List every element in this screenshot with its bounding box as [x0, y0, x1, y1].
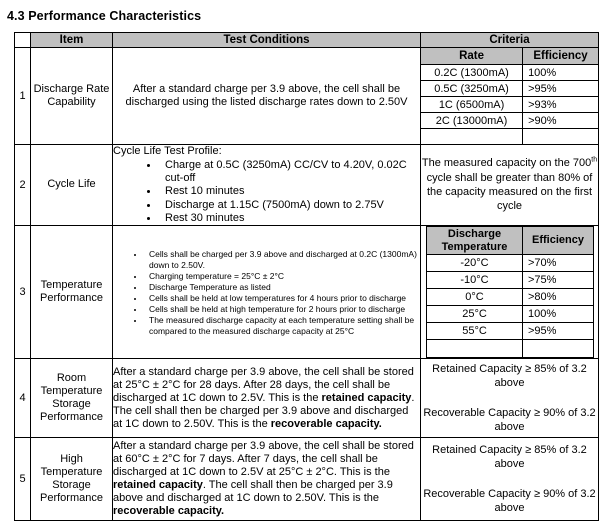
temperature-row [427, 289, 594, 306]
recoverable-capacity-criteria: Recoverable Capacity ≥ 90% of 3.2 above [423, 487, 596, 514]
col-header-criteria: Criteria [421, 33, 599, 48]
efficiency-value: >95% [523, 81, 598, 97]
row-cycle-life [15, 145, 599, 226]
temperature-value: 55°C [427, 323, 523, 340]
efficiency-value: >90% [523, 113, 598, 129]
tc-bold-segment: retained capacity [113, 479, 203, 492]
rate-row [421, 65, 598, 81]
test-conditions-cell: After a standard charge per 3.9 above, the cell shall be discharged using the listed discharge rates down to 2.50V [113, 48, 421, 145]
item-cell-discharge-rate-capability: Discharge Rate Capability [31, 48, 113, 145]
rate-row [421, 113, 598, 129]
criteria-text-segment: The measured capacity on the 700 [421, 157, 592, 170]
criteria-cell [421, 438, 599, 521]
rate-efficiency-table [421, 48, 598, 144]
row-room-temp-storage [15, 359, 599, 438]
test-conditions-cell [113, 225, 421, 358]
efficiency-header: Efficiency [523, 226, 594, 254]
temperature-row [427, 272, 594, 289]
corner-header-cell [15, 33, 31, 48]
row-number: 3 [15, 225, 31, 358]
col-header-item: Item [31, 33, 113, 48]
rate-value: 0.5C (3250mA) [421, 81, 523, 97]
empty-cell [421, 129, 523, 145]
rate-value: 1C (6500mA) [421, 97, 523, 113]
col-header-test-conditions: Test Conditions [113, 33, 421, 48]
rate-row [421, 97, 598, 113]
criteria-cell [421, 225, 599, 358]
efficiency-value: 100% [523, 306, 594, 323]
rate-row [421, 81, 598, 97]
bullet-item: • Cells shall be held at high temperature for 2 hours prior to discharge [145, 304, 420, 315]
sub-table-header-row [421, 48, 598, 65]
bullet-item: • Discharge Temperature as listed [145, 282, 420, 293]
row-number: 5 [15, 438, 31, 521]
tc-text-segment: After a standard charge per 3.9 above, the cell shall be stored at 60°C ± 2°C for 7 days. After 7 days, the cell shall be discharged at 1C down to 2.5V at 25°C ± 2°C. This is the [113, 440, 414, 479]
criteria-cell [421, 48, 599, 145]
bullet-item: • Cells shall be charged per 3.9 above and discharged at 0.2C (1300mA) down to 2.50V. [145, 249, 420, 271]
efficiency-value: 100% [523, 65, 598, 81]
retained-capacity-criteria: Retained Capacity ≥ 85% of 3.2 above [432, 363, 587, 390]
temperature-test-bullet-list [113, 249, 420, 337]
item-cell-cycle-life: Cycle Life [31, 145, 113, 226]
retained-capacity-criteria: Retained Capacity ≥ 85% of 3.2 above [432, 444, 587, 471]
tc-bold-segment: recoverable capacity. [113, 505, 225, 518]
recoverable-capacity-criteria: Recoverable Capacity ≥ 90% of 3.2 above [423, 406, 596, 433]
row-number: 4 [15, 359, 31, 438]
row-discharge-rate-capability [15, 48, 599, 145]
empty-filler-row [421, 129, 598, 145]
temperature-row [427, 255, 594, 272]
efficiency-value: >93% [523, 97, 598, 113]
test-conditions-cell [113, 359, 421, 438]
tc-text-segment: . The cell shall then be charged per 3.9 above and discharged at 1C down to 2.50V. This is the [113, 391, 415, 430]
bullet-item: • The measured discharge capacity at each temperature setting shall be compared to the measured discharge capacity at 25°C [145, 315, 420, 337]
item-cell-room-temp-storage: Room Temperature Storage Performance [31, 359, 113, 438]
temperature-value: 0°C [427, 289, 523, 306]
bullet-item: • Cells shall be held at low temperatures for 4 hours prior to discharge [145, 293, 420, 304]
cycle-life-bullet-list [113, 159, 420, 225]
tc-text-segment: . The cell shall then be charged per 3.9 above and discharged at 1C down to 2.50V. This is the [113, 479, 393, 505]
rate-header: Rate [421, 48, 523, 65]
bullet-item: • Charge at 0.5C (3250mA) CC/CV to 4.20V, 0.02C cut-off [159, 159, 420, 185]
criteria-cell [421, 145, 599, 226]
criteria-cell [421, 359, 599, 438]
row-temperature-performance [15, 225, 599, 358]
efficiency-value: >75% [523, 272, 594, 289]
empty-cell [523, 129, 598, 145]
bullet-item: • Charging temperature = 25°C ± 2°C [145, 271, 420, 282]
bullet-item: • Discharge at 1.15C (7500mA) down to 2.75V [159, 199, 420, 212]
cycle-life-profile-intro: Cycle Life Test Profile: [113, 145, 222, 157]
efficiency-header: Efficiency [523, 48, 598, 65]
ordinal-superscript: th [591, 156, 598, 164]
sub-table-header-row [427, 226, 594, 254]
tc-text-segment: After a standard charge per 3.9 above, the cell shall be stored at 25°C ± 2°C for 28 days. After 28 days, the cell shall be discharged at 1C down to 2.5V. This is the [113, 365, 414, 404]
test-conditions-cell [113, 145, 421, 226]
efficiency-value: >70% [523, 255, 594, 272]
row-number: 1 [15, 48, 31, 145]
item-cell-high-temp-storage: High Temperature Storage Performance [31, 438, 113, 521]
item-cell-temperature-performance: Temperature Performance [31, 225, 113, 358]
discharge-temperature-header: Discharge Temperature [427, 226, 523, 254]
temperature-value: -20°C [427, 255, 523, 272]
temperature-efficiency-table [426, 226, 594, 358]
tc-bold-segment: retained capacity [321, 391, 412, 404]
criteria-text-segment: cycle shall be greater than 80% of the capacity measured on the first cycle [426, 171, 593, 213]
row-high-temp-storage [15, 438, 599, 521]
empty-filler-row [427, 340, 594, 358]
temperature-value: 25°C [427, 306, 523, 323]
efficiency-value: >95% [523, 323, 594, 340]
efficiency-value: >80% [523, 289, 594, 306]
empty-cell [427, 340, 523, 358]
temperature-row [427, 306, 594, 323]
test-conditions-cell [113, 438, 421, 521]
empty-cell [523, 340, 594, 358]
rate-value: 2C (13000mA) [421, 113, 523, 129]
section-title: 4.3 Performance Characteristics [7, 9, 202, 23]
performance-characteristics-table [14, 32, 599, 521]
row-number: 2 [15, 145, 31, 226]
temperature-row [427, 323, 594, 340]
bullet-item: • Rest 10 minutes [159, 185, 420, 198]
rate-value: 0.2C (1300mA) [421, 65, 523, 81]
table-header-row [15, 33, 599, 48]
bullet-item: • Rest 30 minutes [159, 212, 420, 225]
tc-bold-segment: recoverable capacity. [270, 417, 382, 430]
temperature-value: -10°C [427, 272, 523, 289]
